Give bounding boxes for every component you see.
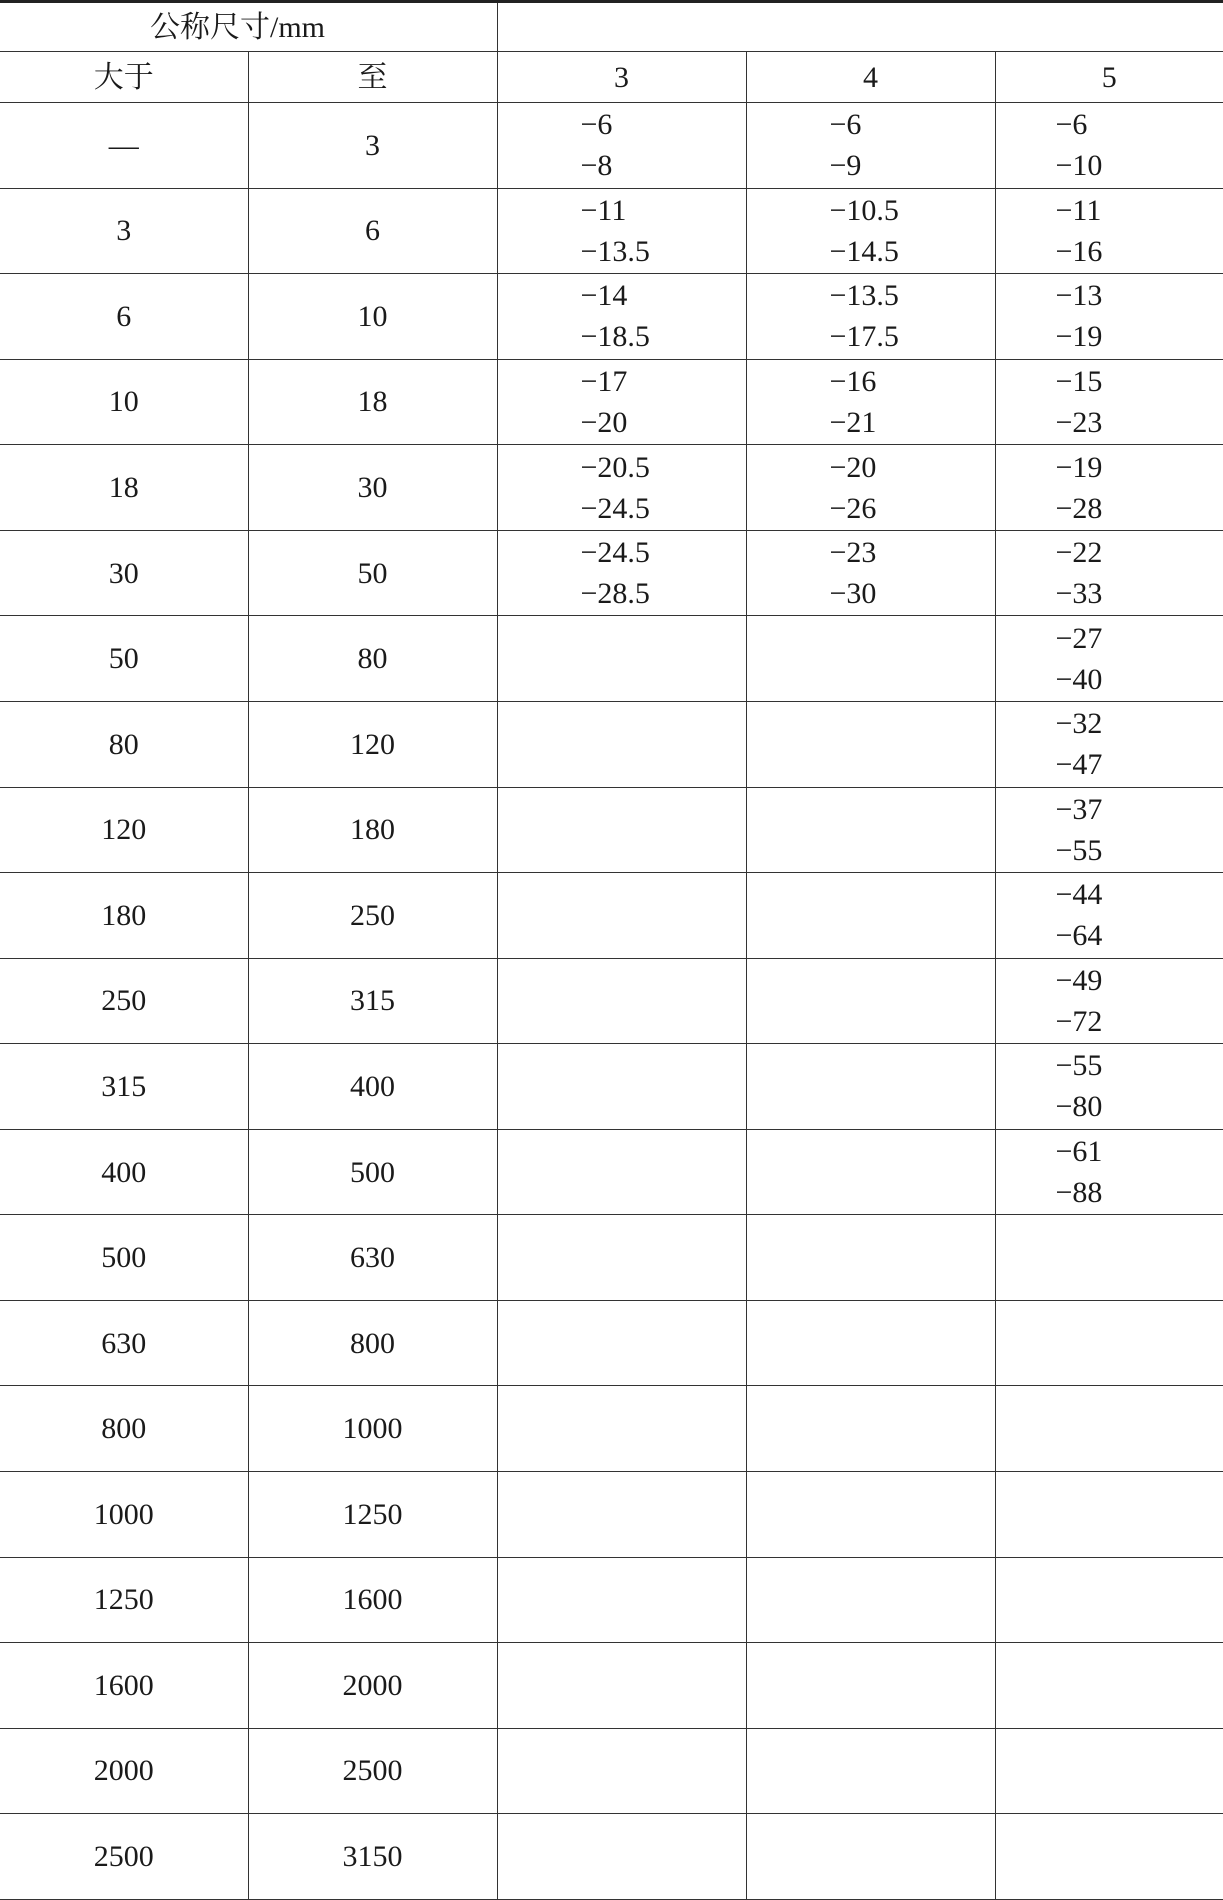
grade-5-deviation-cell — [995, 1044, 1223, 1130]
upper-deviation-value: −20 — [829, 450, 877, 484]
upper-deviation-value: −20.5 — [580, 450, 650, 484]
lower-deviation-value: −13.5 — [580, 234, 650, 268]
upper-deviation-value: −55 — [1055, 1049, 1103, 1083]
table-row — [0, 1472, 1223, 1558]
lower-deviation-value: −23 — [1055, 405, 1103, 439]
size-to-cell: 630 — [248, 1215, 497, 1301]
size-from-cell: 6 — [0, 274, 248, 360]
upper-deviation-value: −6 — [829, 108, 862, 142]
lower-deviation-value: −20 — [580, 405, 628, 439]
size-from-cell: 630 — [0, 1300, 248, 1386]
lower-deviation-value: −24.5 — [580, 491, 650, 525]
grade-4-deviation-cell — [746, 701, 995, 787]
grade-4-deviation-cell — [746, 530, 995, 616]
table-row — [0, 787, 1223, 873]
size-from-cell: 2500 — [0, 1814, 248, 1900]
size-to-cell: 1250 — [248, 1472, 497, 1558]
grade-3-deviation-cell — [497, 787, 746, 873]
size-to-cell: 2500 — [248, 1728, 497, 1814]
grade-5-header: 5 — [995, 52, 1223, 103]
size-to-cell: 315 — [248, 958, 497, 1044]
grade-4-deviation-cell — [746, 1643, 995, 1729]
grade-3-deviation-cell — [497, 701, 746, 787]
grade-5-deviation-cell — [995, 274, 1223, 360]
grade-4-deviation-cell — [746, 1044, 995, 1130]
size-to-cell: 250 — [248, 873, 497, 959]
upper-deviation-value: −44 — [1055, 878, 1103, 912]
grade-4-deviation-cell — [746, 873, 995, 959]
grade-5-deviation-cell — [995, 1472, 1223, 1558]
size-to-cell: 30 — [248, 445, 497, 531]
grade-4-deviation-cell — [746, 274, 995, 360]
size-from-cell: 2000 — [0, 1728, 248, 1814]
lower-deviation-value: −80 — [1055, 1090, 1103, 1124]
size-to-cell: 10 — [248, 274, 497, 360]
upper-deviation-value: −13.5 — [829, 279, 899, 313]
lower-deviation-value: −64 — [1055, 919, 1103, 953]
grade-4-deviation-cell — [746, 1814, 995, 1900]
grade-3-deviation-cell — [497, 1643, 746, 1729]
grade-4-deviation-cell — [746, 958, 995, 1044]
grade-5-deviation-cell — [995, 701, 1223, 787]
grade-4-deviation-cell — [746, 445, 995, 531]
upper-deviation-value: −32 — [1055, 707, 1103, 741]
size-from-cell: 500 — [0, 1215, 248, 1301]
table-row — [0, 359, 1223, 445]
lower-deviation-value: −21 — [829, 405, 877, 439]
grade-5-deviation-cell — [995, 188, 1223, 274]
table-row — [0, 1386, 1223, 1472]
lower-deviation-value: −40 — [1055, 662, 1103, 696]
size-from-cell: 3 — [0, 188, 248, 274]
col-to-header: 至 — [248, 52, 497, 103]
size-from-cell: 1250 — [0, 1557, 248, 1643]
table-row — [0, 1044, 1223, 1130]
size-to-cell: 3 — [248, 103, 497, 189]
upper-deviation-value: −24.5 — [580, 536, 650, 570]
size-from-cell: 180 — [0, 873, 248, 959]
lower-deviation-value: −28 — [1055, 491, 1103, 525]
size-from-cell: 250 — [0, 958, 248, 1044]
size-to-cell: 1000 — [248, 1386, 497, 1472]
grade-5-deviation-cell — [995, 616, 1223, 702]
size-to-cell: 2000 — [248, 1643, 497, 1729]
upper-deviation-value: −6 — [580, 108, 613, 142]
upper-deviation-value: −23 — [829, 536, 877, 570]
upper-deviation-value: −37 — [1055, 792, 1103, 826]
grade-3-deviation-cell — [497, 616, 746, 702]
size-to-cell: 500 — [248, 1129, 497, 1215]
grade-group-header — [497, 2, 1223, 52]
table-row — [0, 701, 1223, 787]
grade-4-deviation-cell — [746, 616, 995, 702]
grade-3-deviation-cell — [497, 445, 746, 531]
lower-deviation-value: −14.5 — [829, 234, 899, 268]
header-row-2 — [0, 52, 1223, 103]
table-row — [0, 1557, 1223, 1643]
table-row — [0, 1728, 1223, 1814]
size-from-cell: 800 — [0, 1386, 248, 1472]
grade-3-deviation-cell — [497, 1215, 746, 1301]
lower-deviation-value: −28.5 — [580, 577, 650, 611]
lower-deviation-value: −30 — [829, 577, 877, 611]
grade-5-deviation-cell — [995, 530, 1223, 616]
grade-4-deviation-cell — [746, 1728, 995, 1814]
size-to-cell: 18 — [248, 359, 497, 445]
grade-4-deviation-cell — [746, 103, 995, 189]
grade-5-deviation-cell — [995, 958, 1223, 1044]
upper-deviation-value: −49 — [1055, 963, 1103, 997]
grade-5-deviation-cell — [995, 445, 1223, 531]
upper-deviation-value: −6 — [1055, 108, 1088, 142]
grade-3-deviation-cell — [497, 530, 746, 616]
table-row — [0, 1300, 1223, 1386]
upper-deviation-value: −19 — [1055, 450, 1103, 484]
upper-deviation-value: −27 — [1055, 621, 1103, 655]
table-row — [0, 873, 1223, 959]
size-to-cell: 800 — [248, 1300, 497, 1386]
grade-3-deviation-cell — [497, 958, 746, 1044]
grade-5-deviation-cell — [995, 873, 1223, 959]
size-from-cell: 50 — [0, 616, 248, 702]
size-to-cell: 50 — [248, 530, 497, 616]
size-from-cell: 1000 — [0, 1472, 248, 1558]
grade-3-deviation-cell — [497, 1386, 746, 1472]
grade-5-deviation-cell — [995, 103, 1223, 189]
grade-4-deviation-cell — [746, 1129, 995, 1215]
grade-4-deviation-cell — [746, 1215, 995, 1301]
grade-5-deviation-cell — [995, 1300, 1223, 1386]
table-row — [0, 1129, 1223, 1215]
table-row — [0, 1814, 1223, 1900]
grade-3-deviation-cell — [497, 1728, 746, 1814]
size-to-cell: 120 — [248, 701, 497, 787]
grade-3-deviation-cell — [497, 1044, 746, 1130]
header-row-1 — [0, 2, 1223, 52]
lower-deviation-value: −10 — [1055, 149, 1103, 183]
grade-4-deviation-cell — [746, 188, 995, 274]
table-row — [0, 616, 1223, 702]
size-to-cell: 3150 — [248, 1814, 497, 1900]
grade-5-deviation-cell — [995, 1129, 1223, 1215]
size-to-cell: 1600 — [248, 1557, 497, 1643]
grade-4-deviation-cell — [746, 1386, 995, 1472]
grade-3-deviation-cell — [497, 103, 746, 189]
grade-3-deviation-cell — [497, 873, 746, 959]
grade-3-deviation-cell — [497, 274, 746, 360]
size-to-cell: 400 — [248, 1044, 497, 1130]
upper-deviation-value: −17 — [580, 364, 628, 398]
grade-4-deviation-cell — [746, 359, 995, 445]
upper-deviation-value: −22 — [1055, 536, 1103, 570]
lower-deviation-value: −33 — [1055, 577, 1103, 611]
size-from-cell: 80 — [0, 701, 248, 787]
upper-deviation-value: −15 — [1055, 364, 1103, 398]
upper-deviation-value: −11 — [1055, 193, 1102, 227]
grade-5-deviation-cell — [995, 1814, 1223, 1900]
nominal-size-header: 公称尺寸/mm — [0, 2, 497, 52]
size-from-cell: 10 — [0, 359, 248, 445]
table-row — [0, 958, 1223, 1044]
upper-deviation-value: −61 — [1055, 1135, 1103, 1169]
grade-3-deviation-cell — [497, 359, 746, 445]
lower-deviation-value: −19 — [1055, 320, 1103, 354]
table-row — [0, 445, 1223, 531]
upper-deviation-value: −13 — [1055, 279, 1103, 313]
grade-3-deviation-cell — [497, 1472, 746, 1558]
grade-5-deviation-cell — [995, 787, 1223, 873]
lower-deviation-value: −9 — [829, 149, 862, 183]
size-to-cell: 80 — [248, 616, 497, 702]
size-from-cell: 315 — [0, 1044, 248, 1130]
grade-3-deviation-cell — [497, 188, 746, 274]
size-from-cell: 400 — [0, 1129, 248, 1215]
col-from-header: 大于 — [0, 52, 248, 103]
grade-3-header: 3 — [497, 52, 746, 103]
grade-3-deviation-cell — [497, 1557, 746, 1643]
grade-4-deviation-cell — [746, 1557, 995, 1643]
table-row — [0, 103, 1223, 189]
size-from-cell: 1600 — [0, 1643, 248, 1729]
lower-deviation-value: −72 — [1055, 1004, 1103, 1038]
lower-deviation-value: −47 — [1055, 748, 1103, 782]
lower-deviation-value: −16 — [1055, 234, 1103, 268]
table-row — [0, 1215, 1223, 1301]
lower-deviation-value: −8 — [580, 149, 613, 183]
grade-3-deviation-cell — [497, 1814, 746, 1900]
lower-deviation-value: −88 — [1055, 1176, 1103, 1210]
size-to-cell: 6 — [248, 188, 497, 274]
grade-5-deviation-cell — [995, 1728, 1223, 1814]
grade-3-deviation-cell — [497, 1129, 746, 1215]
upper-deviation-value: −16 — [829, 364, 877, 398]
upper-deviation-value: −11 — [580, 193, 627, 227]
size-from-cell: 120 — [0, 787, 248, 873]
table-row — [0, 1643, 1223, 1729]
table-row — [0, 188, 1223, 274]
upper-deviation-value: −10.5 — [829, 193, 899, 227]
grade-3-deviation-cell — [497, 1300, 746, 1386]
grade-5-deviation-cell — [995, 1643, 1223, 1729]
table-body — [0, 103, 1223, 1900]
lower-deviation-value: −26 — [829, 491, 877, 525]
grade-4-deviation-cell — [746, 1472, 995, 1558]
upper-deviation-value: −14 — [580, 279, 628, 313]
lower-deviation-value: −55 — [1055, 833, 1103, 867]
size-from-cell: 30 — [0, 530, 248, 616]
size-from-cell: — — [0, 103, 248, 189]
grade-5-deviation-cell — [995, 359, 1223, 445]
grade-4-deviation-cell — [746, 1300, 995, 1386]
grade-4-deviation-cell — [746, 787, 995, 873]
grade-4-header: 4 — [746, 52, 995, 103]
table-row — [0, 274, 1223, 360]
lower-deviation-value: −18.5 — [580, 320, 650, 354]
table-row — [0, 530, 1223, 616]
size-from-cell: 18 — [0, 445, 248, 531]
grade-5-deviation-cell — [995, 1215, 1223, 1301]
grade-5-deviation-cell — [995, 1386, 1223, 1472]
grade-5-deviation-cell — [995, 1557, 1223, 1643]
size-to-cell: 180 — [248, 787, 497, 873]
lower-deviation-value: −17.5 — [829, 320, 899, 354]
